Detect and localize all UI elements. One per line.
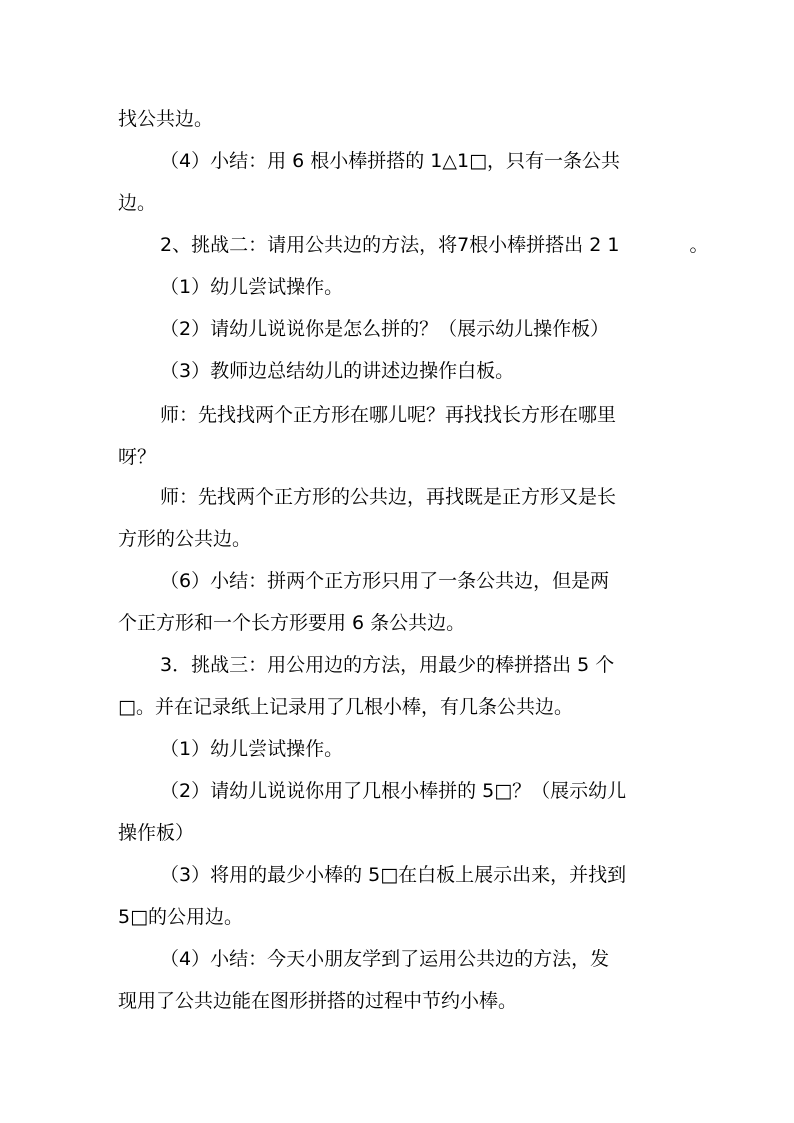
text-line: 现用了公共边能在图形拼搭的过程中节约小棒。 [118, 990, 518, 1012]
text-line: 边。 [118, 192, 157, 214]
text-line: 个正方形和一个长方形要用 6 条公共边。 [118, 612, 466, 634]
text-line: （4）小结：用 6 根小棒拼搭的 1△1□，只有一条公共 [160, 150, 621, 172]
paragraph-11 [118, 728, 678, 770]
paragraph-5 [118, 308, 678, 350]
paragraph-7 [118, 394, 678, 478]
text-line: 3．挑战三：用公用边的方法，用最少的棒拼搭出 5 个 [160, 654, 615, 676]
paragraph-13 [118, 854, 678, 938]
paragraph-10 [118, 644, 678, 728]
text-line-with-gap [118, 224, 709, 266]
text-line: （1）幼儿尝试操作。 [160, 738, 344, 760]
text-line: 2、挑战二：请用公共边的方法，将7根小棒拼搭出 2 1 [160, 234, 620, 256]
text-line: （3）将用的最少小棒的 5□在白板上展示出来，并找到 [160, 864, 627, 886]
text-line: 操作板） [118, 822, 195, 844]
text-line: （4）小结：今天小朋友学到了运用公共边的方法，发 [160, 948, 610, 970]
paragraph-2 [118, 140, 678, 224]
paragraph-12 [118, 770, 678, 854]
text-line: （2）请幼儿说说你是怎么拼的？（展示幼儿操作板） [160, 318, 610, 340]
paragraph-8 [118, 476, 678, 560]
paragraph-14 [118, 938, 678, 1022]
paragraph-6 [118, 350, 678, 392]
paragraph-3 [118, 224, 709, 266]
paragraph-4 [118, 266, 678, 308]
text-line: 呀？ [118, 446, 157, 468]
text-line: （2）请幼儿说说你用了几根小棒拼的 5□？（展示幼儿 [160, 780, 627, 802]
text-line: （1）幼儿尝试操作。 [160, 276, 344, 298]
text-line: （3）教师边总结幼儿的讲述边操作白板。 [160, 360, 515, 382]
text-line: 方形的公共边。 [118, 528, 252, 550]
text-line: （6）小结：拼两个正方形只用了一条公共边，但是两 [160, 570, 610, 592]
text-line: 5□的公用边。 [118, 906, 244, 928]
text-line: 找公共边。 [118, 108, 214, 130]
text-line: □。并在记录纸上记录用了几根小棒，有几条公共边。 [118, 696, 573, 718]
text-line: 师：先找两个正方形的公共边，再找既是正方形又是长 [160, 486, 617, 508]
text-line: 。 [689, 234, 709, 256]
paragraph-9 [118, 560, 678, 644]
paragraph-1 [118, 98, 678, 140]
text-line: 师：先找找两个正方形在哪儿呢？再找找长方形在哪里 [160, 404, 617, 426]
